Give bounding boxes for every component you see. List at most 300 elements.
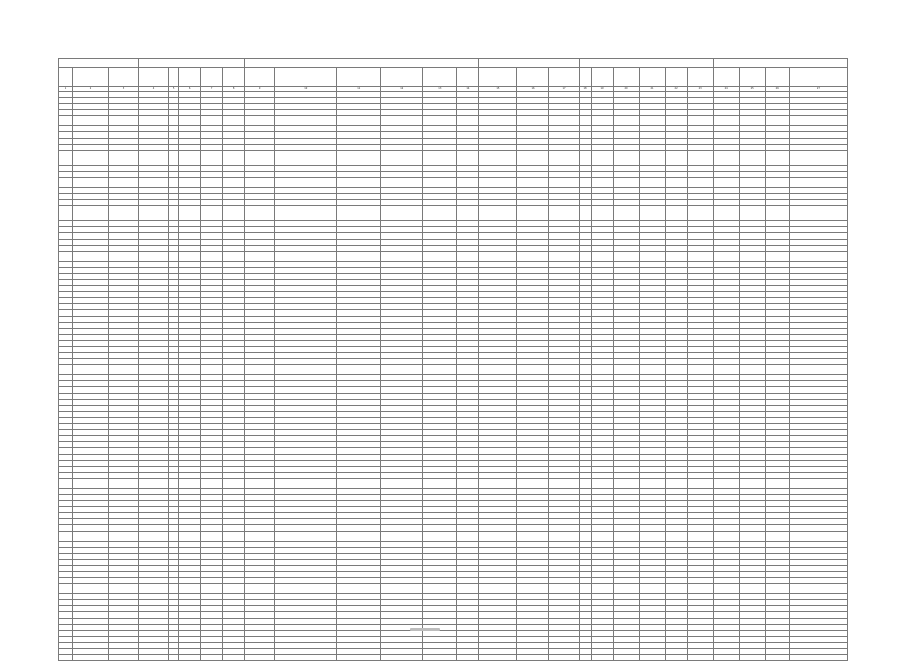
table-cell [591,177,613,187]
table-cell [169,365,179,375]
table-cell [201,531,223,541]
table-row [59,478,848,488]
table-cell [109,116,139,126]
table-cell [337,177,381,187]
table-cell [139,116,169,126]
table-cell [109,478,139,488]
table-cell [275,150,337,165]
table-cell [245,116,275,126]
column-number-cell: 25 [739,87,765,92]
header-label-cell [479,68,517,87]
table-cell [687,655,713,661]
table-cell [579,150,591,165]
column-number-cell: 13 [423,87,457,92]
table-cell [665,206,687,221]
table-cell [457,206,479,221]
column-number-cell: 19 [591,87,613,92]
table-cell [59,116,73,126]
table-cell [789,365,847,375]
header-label-cell [613,68,639,87]
header-label-cell [179,68,201,87]
table-row [59,531,848,541]
table-cell [457,251,479,261]
column-number-cell: 8 [223,87,245,92]
table-cell [139,531,169,541]
table-cell [73,584,109,594]
header-label-row [59,68,848,87]
table-row [59,655,848,661]
table-cell [591,150,613,165]
table-cell [789,584,847,594]
table-cell [739,655,765,661]
table-cell [139,177,169,187]
table-cell [613,116,639,126]
column-number-cell: 12 [381,87,423,92]
table-cell [789,206,847,221]
table-row [59,584,848,594]
table-cell [739,531,765,541]
table-cell [613,251,639,261]
table-cell [169,531,179,541]
table-cell [789,177,847,187]
table-cell [423,177,457,187]
table-cell [517,251,549,261]
table-cell [479,478,517,488]
table-cell [457,478,479,488]
table-cell [169,116,179,126]
table-cell [179,206,201,221]
table-cell [765,655,789,661]
table-cell [381,206,423,221]
table-cell [479,177,517,187]
table-cell [613,584,639,594]
table-cell [479,655,517,661]
table-row [59,206,848,221]
table-cell [687,177,713,187]
table-cell [665,177,687,187]
table-cell [739,365,765,375]
table-cell [169,655,179,661]
column-number-cell: 10 [275,87,337,92]
table-cell [613,206,639,221]
header-label-cell [109,68,139,87]
table-cell [579,655,591,661]
table-cell [381,116,423,126]
table-cell [59,531,73,541]
table-cell [579,584,591,594]
table-cell [179,584,201,594]
table-cell [59,150,73,165]
column-number-cell: 23 [687,87,713,92]
table-cell [591,531,613,541]
table-cell [517,206,549,221]
table-cell [687,150,713,165]
table-cell [517,655,549,661]
table-cell [179,655,201,661]
table-cell [549,478,579,488]
table-cell [381,478,423,488]
table-cell [613,531,639,541]
table-cell [687,365,713,375]
table-cell [223,478,245,488]
table-cell [109,531,139,541]
header-label-cell [591,68,613,87]
table-cell [179,478,201,488]
table-cell [73,251,109,261]
table-cell [713,655,739,661]
table-row [59,116,848,126]
table-cell [687,206,713,221]
table-cell [423,584,457,594]
table-cell [591,478,613,488]
table-cell [591,206,613,221]
table-cell [73,150,109,165]
table-cell [201,584,223,594]
column-number-cell: 2 [73,87,109,92]
table-cell [579,251,591,261]
table-cell [665,116,687,126]
table-cell [223,584,245,594]
table-cell [713,584,739,594]
table-cell [457,116,479,126]
table-cell [423,206,457,221]
table-cell [245,365,275,375]
table-cell [337,116,381,126]
header-label-cell [765,68,789,87]
table-cell [789,655,847,661]
table-cell [765,206,789,221]
table-cell [201,251,223,261]
header-label-cell [687,68,713,87]
column-number-cell: 5 [169,87,179,92]
table-cell [549,365,579,375]
table-cell [423,365,457,375]
page-footer [380,627,470,632]
header-label-cell [169,68,179,87]
header-label-cell [457,68,479,87]
table-cell [789,116,847,126]
table-cell [687,584,713,594]
header-label-cell [337,68,381,87]
header-group-row [59,59,848,68]
table-cell [517,177,549,187]
table-cell [457,531,479,541]
header-label-cell [789,68,847,87]
table-row [59,177,848,187]
header-label-cell [739,68,765,87]
column-number-cell: 11 [337,87,381,92]
header-label-cell [381,68,423,87]
table-cell [713,365,739,375]
column-number-cell: 18 [579,87,591,92]
table-cell [591,365,613,375]
column-number-cell: 17 [549,87,579,92]
table-cell [381,177,423,187]
table-cell [169,206,179,221]
column-number-cell: 1 [59,87,73,92]
table-cell [179,116,201,126]
table-cell [337,531,381,541]
table-cell [275,365,337,375]
header-group-cell [139,59,245,68]
table-cell [739,206,765,221]
table-cell [665,365,687,375]
header-label-cell [713,68,739,87]
table-cell [665,531,687,541]
table-cell [275,116,337,126]
table-cell [59,251,73,261]
table-cell [479,150,517,165]
table-cell [109,584,139,594]
table-cell [713,150,739,165]
table-cell [765,116,789,126]
column-number-cell: 16 [517,87,549,92]
table-cell [59,177,73,187]
column-number-cell: 4 [139,87,169,92]
table-cell [275,206,337,221]
table-cell [479,206,517,221]
table-cell [517,150,549,165]
table-cell [245,206,275,221]
table-cell [139,206,169,221]
header-group-cell [59,59,139,68]
column-number-cell: 9 [245,87,275,92]
table-cell [201,478,223,488]
table-cell [457,584,479,594]
table-cell [713,478,739,488]
table-cell [423,251,457,261]
table-cell [591,584,613,594]
table-cell [245,531,275,541]
table-cell [337,478,381,488]
table-cell [517,584,549,594]
table-cell [549,116,579,126]
table-cell [169,584,179,594]
column-number-cell: 14 [457,87,479,92]
table-cell [579,365,591,375]
table-cell [457,655,479,661]
table-cell [713,116,739,126]
header-label-cell [517,68,549,87]
column-number-cell: 24 [713,87,739,92]
table-cell [713,206,739,221]
table-cell [479,251,517,261]
table-cell [789,150,847,165]
table-cell [179,531,201,541]
table-cell [517,365,549,375]
table-cell [639,365,665,375]
table-cell [457,177,479,187]
table-cell [665,251,687,261]
header-label-cell [639,68,665,87]
table-cell [739,116,765,126]
header-label-cell [665,68,687,87]
table-cell [381,365,423,375]
table-cell [549,531,579,541]
table-cell [139,584,169,594]
table-cell [789,531,847,541]
table-cell [59,655,73,661]
table-cell [423,478,457,488]
table-cell [613,478,639,488]
register-sheet [58,58,848,617]
table-cell [73,206,109,221]
table-cell [337,655,381,661]
table-cell [201,206,223,221]
table-cell [765,150,789,165]
table-cell [591,251,613,261]
table-cell [739,584,765,594]
table-cell [739,478,765,488]
table-cell [223,655,245,661]
table-cell [337,150,381,165]
table-cell [275,584,337,594]
table-cell [73,478,109,488]
header-label-cell [579,68,591,87]
table-cell [109,150,139,165]
table-cell [201,365,223,375]
table-cell [613,365,639,375]
table-cell [381,251,423,261]
table-cell [665,655,687,661]
table-cell [59,584,73,594]
table-cell [73,116,109,126]
table-cell [639,116,665,126]
table-cell [579,177,591,187]
table-cell [591,116,613,126]
table-cell [275,251,337,261]
table-cell [479,531,517,541]
table-cell [687,478,713,488]
table-cell [517,531,549,541]
header-label-cell [201,68,223,87]
table-cell [245,150,275,165]
table-cell [381,655,423,661]
table-cell [275,177,337,187]
column-number-cell: 6 [179,87,201,92]
table-cell [665,478,687,488]
table-cell [739,150,765,165]
table-cell [179,251,201,261]
column-number-cell: 15 [479,87,517,92]
header-group-cell [479,59,579,68]
table-cell [223,365,245,375]
table-cell [109,251,139,261]
header-group-cell [245,59,479,68]
table-cell [245,584,275,594]
table-cell [549,584,579,594]
table-cell [639,478,665,488]
table-row [59,251,848,261]
table-cell [381,584,423,594]
table-cell [687,531,713,541]
table-cell [201,177,223,187]
table-cell [687,251,713,261]
table-cell [223,531,245,541]
header-label-cell [223,68,245,87]
table-cell [639,206,665,221]
table-cell [423,655,457,661]
table-cell [579,116,591,126]
table-cell [765,478,789,488]
column-number-cell: 22 [665,87,687,92]
table-cell [59,365,73,375]
column-number-cell: 26 [765,87,789,92]
table-cell [179,177,201,187]
table-cell [139,150,169,165]
table-cell [73,177,109,187]
table-cell [245,655,275,661]
table-cell [201,150,223,165]
table-cell [457,365,479,375]
table-cell [201,655,223,661]
table-cell [579,206,591,221]
header-label-cell [245,68,275,87]
table-cell [517,116,549,126]
table-cell [579,531,591,541]
table-cell [591,655,613,661]
table-cell [109,655,139,661]
header-label-cell [549,68,579,87]
table-cell [549,150,579,165]
table-cell [381,150,423,165]
table-cell [381,531,423,541]
table-row [59,365,848,375]
table-cell [139,365,169,375]
table-cell [179,365,201,375]
table-cell [639,655,665,661]
header-label-cell [275,68,337,87]
table-cell [109,177,139,187]
column-number-cell: 27 [789,87,847,92]
table-cell [549,177,579,187]
table-cell [613,150,639,165]
register-header [59,59,848,92]
table-cell [109,365,139,375]
table-cell [639,150,665,165]
table-cell [179,150,201,165]
table-cell [223,150,245,165]
header-label-cell [423,68,457,87]
table-cell [59,478,73,488]
header-label-cell [139,68,169,87]
table-cell [275,655,337,661]
table-cell [665,584,687,594]
table-cell [579,478,591,488]
table-cell [765,251,789,261]
table-cell [765,365,789,375]
table-cell [245,478,275,488]
table-cell [223,206,245,221]
table-cell [479,584,517,594]
table-cell [457,150,479,165]
table-cell [789,251,847,261]
table-cell [169,177,179,187]
table-cell [423,531,457,541]
table-cell [139,478,169,488]
column-number-cell: 7 [201,87,223,92]
table-cell [639,177,665,187]
table-cell [337,206,381,221]
header-label-cell [59,68,73,87]
table-cell [139,655,169,661]
header-group-cell [713,59,847,68]
footer-mark [410,628,440,631]
table-cell [549,206,579,221]
table-cell [423,150,457,165]
table-cell [275,531,337,541]
table-cell [517,478,549,488]
